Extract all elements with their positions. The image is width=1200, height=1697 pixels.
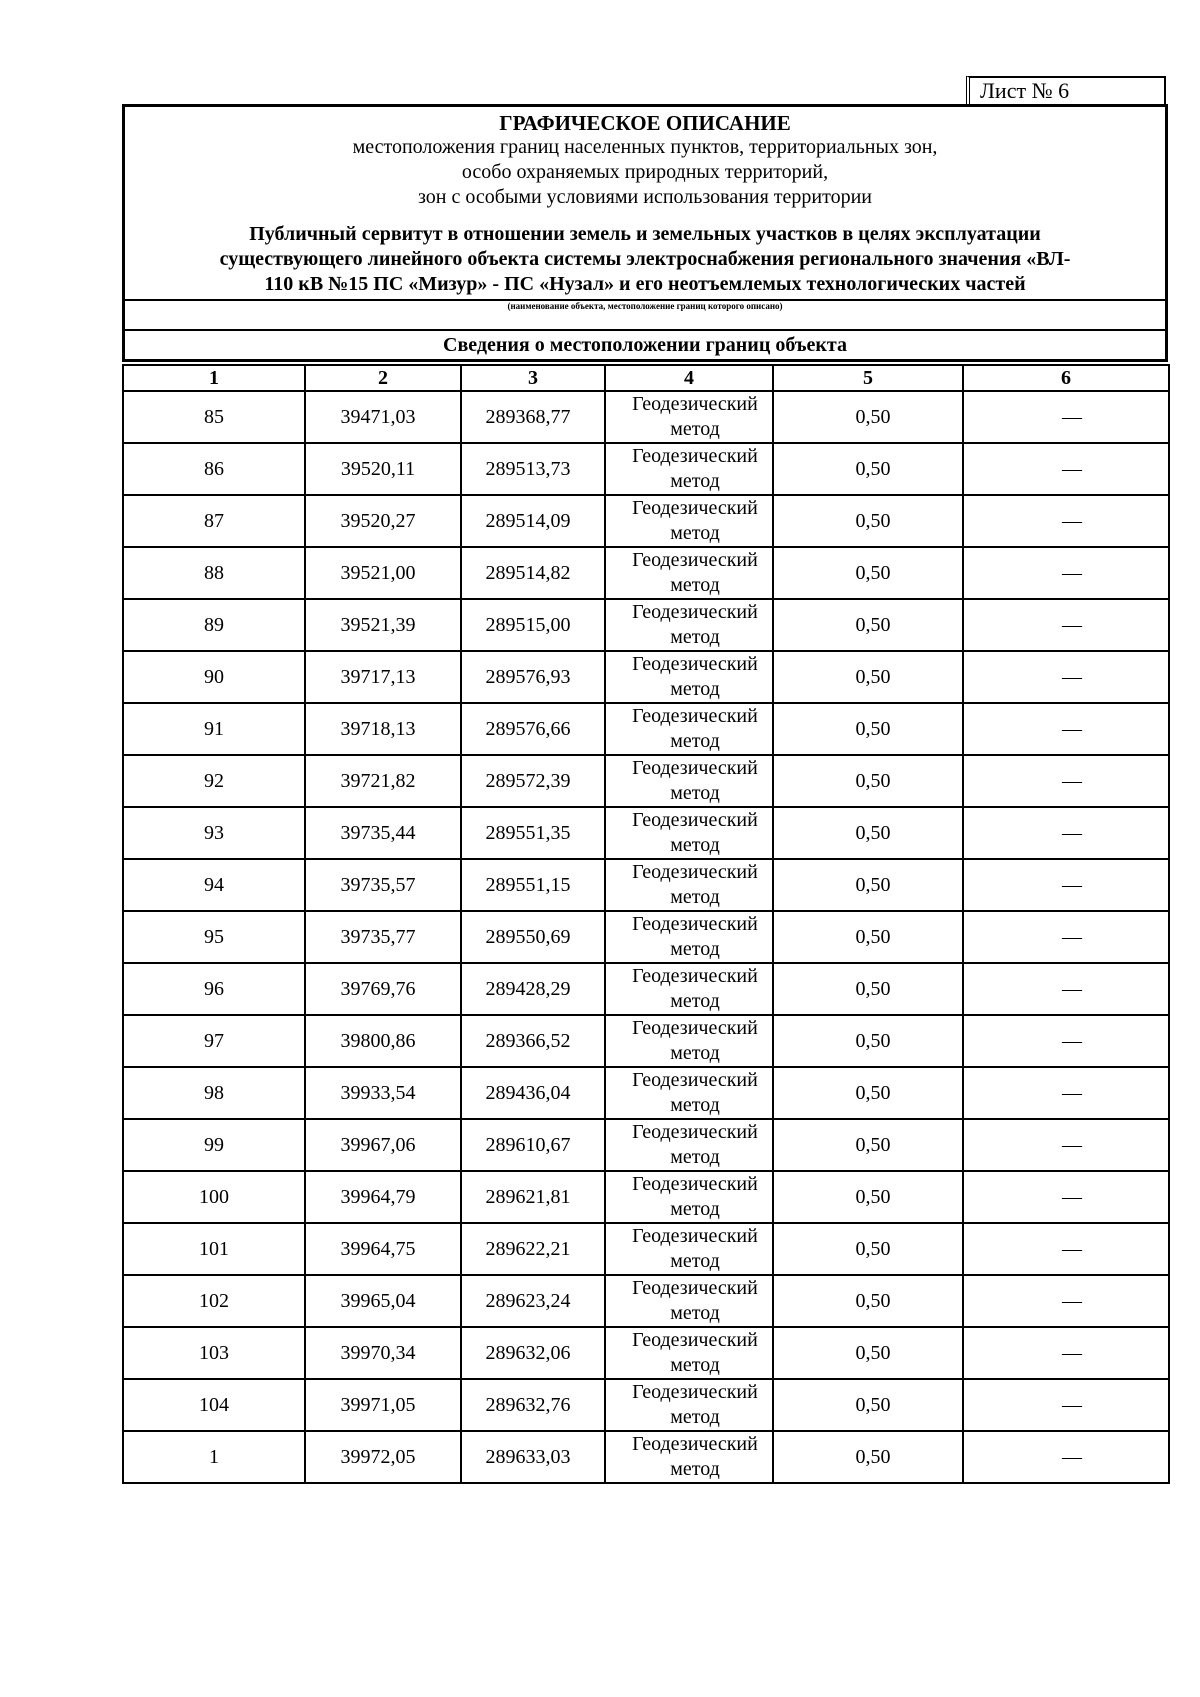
- x-coordinate-cell: 39718,13: [305, 703, 461, 755]
- x-coordinate-cell: 39471,03: [305, 391, 461, 443]
- y-coordinate-cell: 289610,67: [461, 1119, 605, 1171]
- method-cell: [605, 703, 773, 755]
- point-number-cell: 100: [123, 1171, 305, 1223]
- x-coordinate-cell: 39735,57: [305, 859, 461, 911]
- section-title: Сведения о местоположении границ объекта: [443, 334, 847, 356]
- column-header: 3: [461, 365, 605, 391]
- method-line: Геодезический: [632, 705, 758, 727]
- method-line: Геодезический: [632, 913, 758, 935]
- subtitle-line: местоположения границ населенных пунктов, территориальных зон,: [352, 136, 938, 158]
- x-coordinate-cell: 39735,77: [305, 911, 461, 963]
- accuracy-cell: 0,50: [773, 1067, 963, 1119]
- y-coordinate-cell: 289632,06: [461, 1327, 605, 1379]
- table-row: [123, 963, 1169, 1015]
- description-cell: —: [963, 1275, 1169, 1327]
- point-number-cell: 103: [123, 1327, 305, 1379]
- point-number-cell: 95: [123, 911, 305, 963]
- description-cell: —: [963, 547, 1169, 599]
- method-cell: [605, 1015, 773, 1067]
- method-line: метод: [670, 678, 720, 700]
- document-header-frame: [122, 104, 1168, 362]
- table-row: [123, 1015, 1169, 1067]
- accuracy-cell: 0,50: [773, 651, 963, 703]
- description-cell: —: [963, 911, 1169, 963]
- description-cell: —: [963, 755, 1169, 807]
- description-cell: —: [963, 1015, 1169, 1067]
- y-coordinate-cell: 289576,93: [461, 651, 605, 703]
- method-line: метод: [670, 1042, 720, 1064]
- method-line: Геодезический: [632, 1173, 758, 1195]
- point-number-cell: 96: [123, 963, 305, 1015]
- method-cell: [605, 391, 773, 443]
- y-coordinate-cell: 289576,66: [461, 703, 605, 755]
- method-line: метод: [670, 1146, 720, 1168]
- column-header: 1: [123, 365, 305, 391]
- y-coordinate-cell: 289513,73: [461, 443, 605, 495]
- point-number-cell: 97: [123, 1015, 305, 1067]
- table-row: [123, 391, 1169, 443]
- accuracy-cell: 0,50: [773, 547, 963, 599]
- method-line: Геодезический: [632, 861, 758, 883]
- method-line: метод: [670, 834, 720, 856]
- accuracy-cell: 0,50: [773, 1327, 963, 1379]
- y-coordinate-cell: 289622,21: [461, 1223, 605, 1275]
- table-row: [123, 1119, 1169, 1171]
- x-coordinate-cell: 39520,27: [305, 495, 461, 547]
- description-cell: —: [963, 599, 1169, 651]
- subtitle-line: зон с особыми условиями использования территории: [417, 186, 873, 208]
- method-cell: [605, 1327, 773, 1379]
- x-coordinate-cell: 39520,11: [305, 443, 461, 495]
- x-coordinate-cell: 39800,86: [305, 1015, 461, 1067]
- y-coordinate-cell: 289514,82: [461, 547, 605, 599]
- description-cell: —: [963, 859, 1169, 911]
- table-row: [123, 703, 1169, 755]
- accuracy-cell: 0,50: [773, 859, 963, 911]
- description-cell: —: [963, 807, 1169, 859]
- method-cell: [605, 1171, 773, 1223]
- method-line: Геодезический: [632, 1329, 758, 1351]
- point-number-cell: 101: [123, 1223, 305, 1275]
- method-line: Геодезический: [632, 549, 758, 571]
- table-row: [123, 1379, 1169, 1431]
- y-coordinate-cell: 289368,77: [461, 391, 605, 443]
- description-cell: —: [963, 651, 1169, 703]
- description-cell: —: [963, 963, 1169, 1015]
- point-number-cell: 92: [123, 755, 305, 807]
- x-coordinate-cell: 39970,34: [305, 1327, 461, 1379]
- table-row: [123, 1067, 1169, 1119]
- subtitle-line: особо охраняемых природных территорий,: [461, 161, 829, 183]
- sheet-number: Лист № 6: [966, 76, 1166, 104]
- table-row: [123, 1275, 1169, 1327]
- method-line: Геодезический: [632, 809, 758, 831]
- y-coordinate-cell: 289366,52: [461, 1015, 605, 1067]
- method-cell: [605, 1223, 773, 1275]
- method-cell: [605, 495, 773, 547]
- accuracy-cell: 0,50: [773, 703, 963, 755]
- point-number-cell: 104: [123, 1379, 305, 1431]
- y-coordinate-cell: 289572,39: [461, 755, 605, 807]
- method-line: метод: [670, 1250, 720, 1272]
- method-line: метод: [670, 1458, 720, 1480]
- description-cell: —: [963, 703, 1169, 755]
- method-line: Геодезический: [632, 1433, 758, 1455]
- method-cell: [605, 963, 773, 1015]
- accuracy-cell: 0,50: [773, 1223, 963, 1275]
- x-coordinate-cell: 39717,13: [305, 651, 461, 703]
- point-number-cell: 93: [123, 807, 305, 859]
- description-cell: —: [963, 1223, 1169, 1275]
- document-header: [125, 107, 1165, 301]
- x-coordinate-cell: 39933,54: [305, 1067, 461, 1119]
- method-line: метод: [670, 886, 720, 908]
- object-caption: (наименование объекта, местоположение границ которого описано): [125, 301, 1165, 331]
- point-number-cell: 86: [123, 443, 305, 495]
- column-header: 5: [773, 365, 963, 391]
- method-line: метод: [670, 782, 720, 804]
- point-number-cell: 98: [123, 1067, 305, 1119]
- method-line: Геодезический: [632, 1121, 758, 1143]
- table-row: [123, 1171, 1169, 1223]
- table-row: [123, 1223, 1169, 1275]
- method-line: Геодезический: [632, 393, 758, 415]
- point-number-cell: 94: [123, 859, 305, 911]
- point-number-cell: 102: [123, 1275, 305, 1327]
- accuracy-cell: 0,50: [773, 1379, 963, 1431]
- y-coordinate-cell: 289551,35: [461, 807, 605, 859]
- method-cell: [605, 911, 773, 963]
- table-row: [123, 911, 1169, 963]
- y-coordinate-cell: 289514,09: [461, 495, 605, 547]
- method-line: метод: [670, 1302, 720, 1324]
- method-cell: [605, 547, 773, 599]
- table-row: [123, 755, 1169, 807]
- accuracy-cell: 0,50: [773, 807, 963, 859]
- table-header-row: [123, 365, 1169, 391]
- y-coordinate-cell: 289550,69: [461, 911, 605, 963]
- object-name-line: Публичный сервитут в отношении земель и земельных участков в целях эксплуатации: [249, 223, 1041, 245]
- method-line: Геодезический: [632, 1225, 758, 1247]
- accuracy-cell: 0,50: [773, 1171, 963, 1223]
- method-line: метод: [670, 1094, 720, 1116]
- column-header: 4: [605, 365, 773, 391]
- column-header: 6: [963, 365, 1169, 391]
- point-number-cell: 89: [123, 599, 305, 651]
- method-line: Геодезический: [632, 757, 758, 779]
- description-cell: —: [963, 1379, 1169, 1431]
- x-coordinate-cell: 39967,06: [305, 1119, 461, 1171]
- description-cell: —: [963, 495, 1169, 547]
- method-line: метод: [670, 522, 720, 544]
- accuracy-cell: 0,50: [773, 755, 963, 807]
- description-cell: —: [963, 1119, 1169, 1171]
- method-line: метод: [670, 730, 720, 752]
- accuracy-cell: 0,50: [773, 1275, 963, 1327]
- point-number-cell: 1: [123, 1431, 305, 1483]
- method-line: Геодезический: [632, 1277, 758, 1299]
- accuracy-cell: 0,50: [773, 1015, 963, 1067]
- description-cell: —: [963, 1431, 1169, 1483]
- table-row: [123, 1431, 1169, 1483]
- x-coordinate-cell: 39971,05: [305, 1379, 461, 1431]
- method-line: метод: [670, 938, 720, 960]
- method-line: Геодезический: [632, 965, 758, 987]
- y-coordinate-cell: 289632,76: [461, 1379, 605, 1431]
- point-number-cell: 87: [123, 495, 305, 547]
- table-row: [123, 599, 1169, 651]
- table-row: [123, 651, 1169, 703]
- method-line: метод: [670, 1198, 720, 1220]
- accuracy-cell: 0,50: [773, 911, 963, 963]
- x-coordinate-cell: 39735,44: [305, 807, 461, 859]
- method-cell: [605, 443, 773, 495]
- method-cell: [605, 755, 773, 807]
- method-cell: [605, 651, 773, 703]
- method-line: Геодезический: [632, 497, 758, 519]
- object-name-line: 110 кВ №15 ПС «Мизур» - ПС «Нузал» и его неотъемлемых технологических частей: [264, 273, 1026, 295]
- object-name-line: существующего линейного объекта системы электроснабжения регионального значения «ВЛ-: [219, 248, 1071, 270]
- method-line: Геодезический: [632, 601, 758, 623]
- table-row: [123, 1327, 1169, 1379]
- accuracy-cell: 0,50: [773, 443, 963, 495]
- accuracy-cell: 0,50: [773, 599, 963, 651]
- description-cell: —: [963, 443, 1169, 495]
- y-coordinate-cell: 289428,29: [461, 963, 605, 1015]
- x-coordinate-cell: 39965,04: [305, 1275, 461, 1327]
- y-coordinate-cell: 289436,04: [461, 1067, 605, 1119]
- accuracy-cell: 0,50: [773, 495, 963, 547]
- x-coordinate-cell: 39964,79: [305, 1171, 461, 1223]
- method-cell: [605, 1379, 773, 1431]
- y-coordinate-cell: 289633,03: [461, 1431, 605, 1483]
- method-line: Геодезический: [632, 653, 758, 675]
- method-line: Геодезический: [632, 1381, 758, 1403]
- description-cell: —: [963, 1067, 1169, 1119]
- accuracy-cell: 0,50: [773, 1431, 963, 1483]
- method-line: метод: [670, 1406, 720, 1428]
- table-row: [123, 859, 1169, 911]
- method-cell: [605, 599, 773, 651]
- x-coordinate-cell: 39721,82: [305, 755, 461, 807]
- method-line: Геодезический: [632, 1017, 758, 1039]
- point-number-cell: 90: [123, 651, 305, 703]
- method-cell: [605, 1431, 773, 1483]
- column-header: 2: [305, 365, 461, 391]
- method-line: метод: [670, 626, 720, 648]
- point-number-cell: 85: [123, 391, 305, 443]
- y-coordinate-cell: 289551,15: [461, 859, 605, 911]
- method-cell: [605, 859, 773, 911]
- accuracy-cell: 0,50: [773, 963, 963, 1015]
- y-coordinate-cell: 289515,00: [461, 599, 605, 651]
- x-coordinate-cell: 39521,39: [305, 599, 461, 651]
- table-row: [123, 443, 1169, 495]
- method-line: метод: [670, 470, 720, 492]
- accuracy-cell: 0,50: [773, 1119, 963, 1171]
- description-cell: —: [963, 1171, 1169, 1223]
- coordinates-table: [122, 364, 1170, 1484]
- table-row: [123, 495, 1169, 547]
- table-row: [123, 807, 1169, 859]
- point-number-cell: 99: [123, 1119, 305, 1171]
- point-number-cell: 91: [123, 703, 305, 755]
- x-coordinate-cell: 39972,05: [305, 1431, 461, 1483]
- method-cell: [605, 807, 773, 859]
- accuracy-cell: 0,50: [773, 391, 963, 443]
- method-line: метод: [670, 990, 720, 1012]
- method-cell: [605, 1119, 773, 1171]
- method-line: метод: [670, 574, 720, 596]
- description-cell: —: [963, 1327, 1169, 1379]
- method-cell: [605, 1275, 773, 1327]
- method-cell: [605, 1067, 773, 1119]
- method-line: Геодезический: [632, 445, 758, 467]
- y-coordinate-cell: 289623,24: [461, 1275, 605, 1327]
- table-row: [123, 547, 1169, 599]
- description-cell: —: [963, 391, 1169, 443]
- method-line: метод: [670, 1354, 720, 1376]
- x-coordinate-cell: 39769,76: [305, 963, 461, 1015]
- point-number-cell: 88: [123, 547, 305, 599]
- x-coordinate-cell: 39521,00: [305, 547, 461, 599]
- method-line: метод: [670, 418, 720, 440]
- y-coordinate-cell: 289621,81: [461, 1171, 605, 1223]
- method-line: Геодезический: [632, 1069, 758, 1091]
- x-coordinate-cell: 39964,75: [305, 1223, 461, 1275]
- document-title: ГРАФИЧЕСКОЕ ОПИСАНИЕ: [499, 111, 791, 135]
